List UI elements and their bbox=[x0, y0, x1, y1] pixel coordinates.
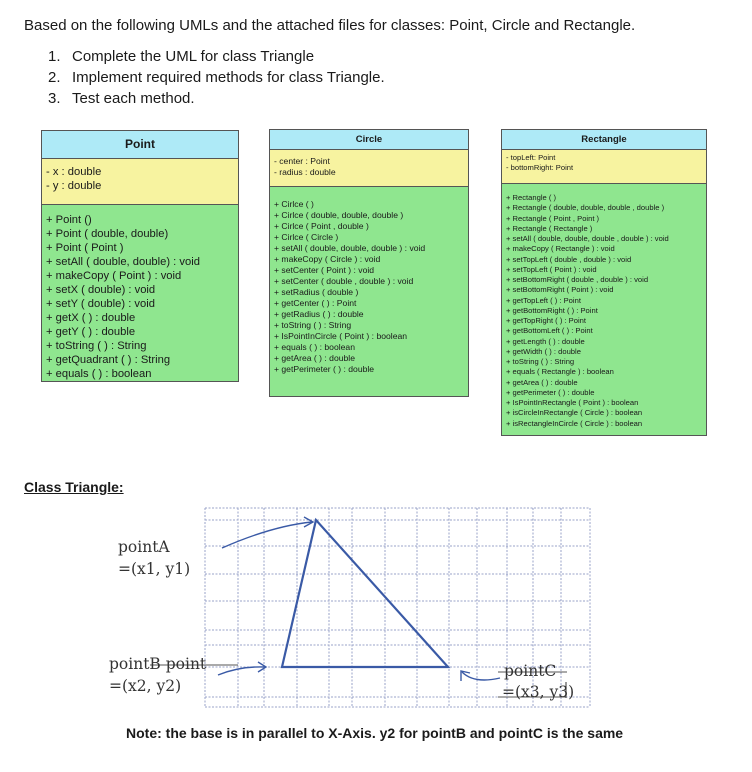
uml-method-line: + makeCopy ( Point ) : void bbox=[46, 270, 182, 282]
uml-method-line: + Cirlce ( double, double, double ) bbox=[274, 210, 404, 220]
pointA-coords: =(x1, y1) bbox=[118, 560, 191, 578]
uml-method-line: + setAll ( double, double, double , double ) : void bbox=[506, 234, 669, 243]
uml-method-line: + setY ( double) : void bbox=[46, 298, 155, 310]
pointC-label: pointC bbox=[504, 662, 557, 680]
uml-attribute-line: - center : Point bbox=[274, 156, 330, 166]
uml-method-line: + setTopLeft ( double , double ) : void bbox=[506, 254, 632, 264]
task-number: 2. bbox=[48, 69, 61, 86]
task-number: 1. bbox=[48, 48, 61, 65]
uml-method-line: + getTopLeft ( ) : Point bbox=[506, 295, 581, 305]
pointC-coords: =(x3, y3) bbox=[502, 683, 575, 701]
pointA-label: pointA bbox=[118, 538, 170, 556]
uml-method-line: + Rectangle ( Point , Point ) bbox=[506, 213, 600, 223]
uml-method-line: + setCenter ( double , double ) : void bbox=[274, 276, 414, 286]
uml-attribute-line: - topLeft: Point bbox=[506, 153, 556, 162]
uml-method-line: + setAll ( double, double) : void bbox=[46, 256, 200, 268]
uml-method-line: + Rectangle ( ) bbox=[506, 193, 557, 202]
uml-method-line: + equals ( ) : boolean bbox=[274, 342, 355, 352]
uml-method-line: + IsPointInRectangle ( Point ) : boolean bbox=[506, 398, 639, 407]
arrow-to-pointA bbox=[222, 522, 312, 548]
uml-method-line: + getArea ( ) : double bbox=[506, 377, 578, 387]
rectangle-uml-title: Rectangle bbox=[502, 130, 706, 150]
uml-method-line: + getLength ( ) : double bbox=[506, 336, 585, 346]
uml-method-line: + Cirlce ( Point , double ) bbox=[274, 221, 369, 231]
uml-method-line: + Cirlce ( Circle ) bbox=[274, 232, 339, 242]
intro-text: Based on the following UMLs and the attached files for classes: Point, Circle and Rectangle. bbox=[24, 17, 636, 34]
uml-method-line: + makeCopy ( Circle ) : void bbox=[274, 254, 381, 264]
pointB-label: pointB point bbox=[109, 655, 207, 673]
uml-method-line: + setTopLeft ( Point ) : void bbox=[506, 264, 597, 274]
task-text: Complete the UML for class Triangle bbox=[72, 48, 315, 65]
uml-method-line: + Point () bbox=[46, 214, 92, 226]
uml-method-line: + setAll ( double, double, double ) : void bbox=[274, 243, 426, 253]
task-text: Test each method. bbox=[72, 90, 195, 107]
uml-method-line: + IsPointInCircle ( Point ) : boolean bbox=[274, 331, 408, 341]
circle-uml-title: Circle bbox=[270, 130, 468, 150]
uml-method-line: + makeCopy ( Rectangle ) : void bbox=[506, 244, 615, 254]
uml-method-line: + getX ( ) : double bbox=[46, 312, 136, 324]
uml-method-line: + getTopRight ( ) : Point bbox=[506, 316, 586, 325]
uml-method-line: + Rectangle ( double, double, double , double ) bbox=[506, 203, 665, 213]
uml-method-line: + getCenter ( ) : Point bbox=[274, 298, 357, 308]
uml-method-line: + setBottomRight ( Point ) : void bbox=[506, 285, 614, 295]
task-number: 3. bbox=[48, 90, 61, 107]
point-uml-title: Point bbox=[42, 131, 238, 159]
uml-method-line: + isRectangleInCircle ( Circle ) : boolean bbox=[506, 418, 643, 428]
uml-method-line: + getQuadrant ( ) : String bbox=[46, 354, 171, 366]
uml-attribute-line: - bottomRight: Point bbox=[506, 162, 574, 172]
uml-method-line: + Rectangle ( Rectangle ) bbox=[506, 223, 593, 233]
uml-method-line: + getY ( ) : double bbox=[46, 326, 136, 338]
uml-attribute-line: - radius : double bbox=[274, 167, 336, 177]
uml-method-line: + setCenter ( Point ) : void bbox=[274, 265, 375, 275]
uml-method-line: + toString ( ) : String bbox=[274, 320, 352, 330]
triangle-section-title: Class Triangle: bbox=[24, 479, 124, 495]
uml-method-line: + getBottomLeft ( ) : Point bbox=[506, 326, 593, 336]
uml-method-line: + isCircleInRectangle ( Circle ) : boolean bbox=[506, 408, 643, 418]
uml-method-line: + toString ( ) : String bbox=[46, 340, 147, 352]
triangle-note: Note: the base is in parallel to X-Axis. y2 for pointB and pointC is the same bbox=[126, 725, 624, 741]
uml-method-line: + getBottomRight ( ) : Point bbox=[506, 305, 598, 315]
uml-method-line: + equals ( ) : boolean bbox=[46, 368, 152, 380]
uml-method-line: + Point ( double, double) bbox=[46, 228, 169, 240]
uml-method-line: + getArea ( ) : double bbox=[274, 353, 355, 363]
uml-method-line: + setRadius ( double ) bbox=[274, 287, 359, 297]
pointB-coords: =(x2, y2) bbox=[109, 677, 182, 695]
task-text: Implement required methods for class Triangle. bbox=[72, 69, 385, 86]
uml-method-line: + getWidth ( ) : double bbox=[506, 346, 581, 356]
uml-attribute-line: - y : double bbox=[46, 180, 102, 192]
uml-attribute-line: - x : double bbox=[46, 166, 102, 178]
uml-method-line: + getPerimeter ( ) : double bbox=[274, 364, 375, 374]
uml-method-line: + Cirlce ( ) bbox=[274, 199, 314, 209]
uml-method-line: + setX ( double) : void bbox=[46, 284, 156, 296]
arrow-to-pointB bbox=[218, 667, 265, 675]
uml-method-line: + toString ( ) : String bbox=[506, 357, 575, 366]
uml-method-line: + setBottomRight ( double , double ) : void bbox=[506, 275, 649, 284]
uml-method-line: + getPerimeter ( ) : double bbox=[506, 387, 595, 397]
uml-method-line: + getRadius ( ) : double bbox=[274, 309, 364, 319]
uml-method-line: + Point ( Point ) bbox=[46, 242, 124, 254]
uml-method-line: + equals ( Rectangle ) : boolean bbox=[506, 367, 614, 377]
